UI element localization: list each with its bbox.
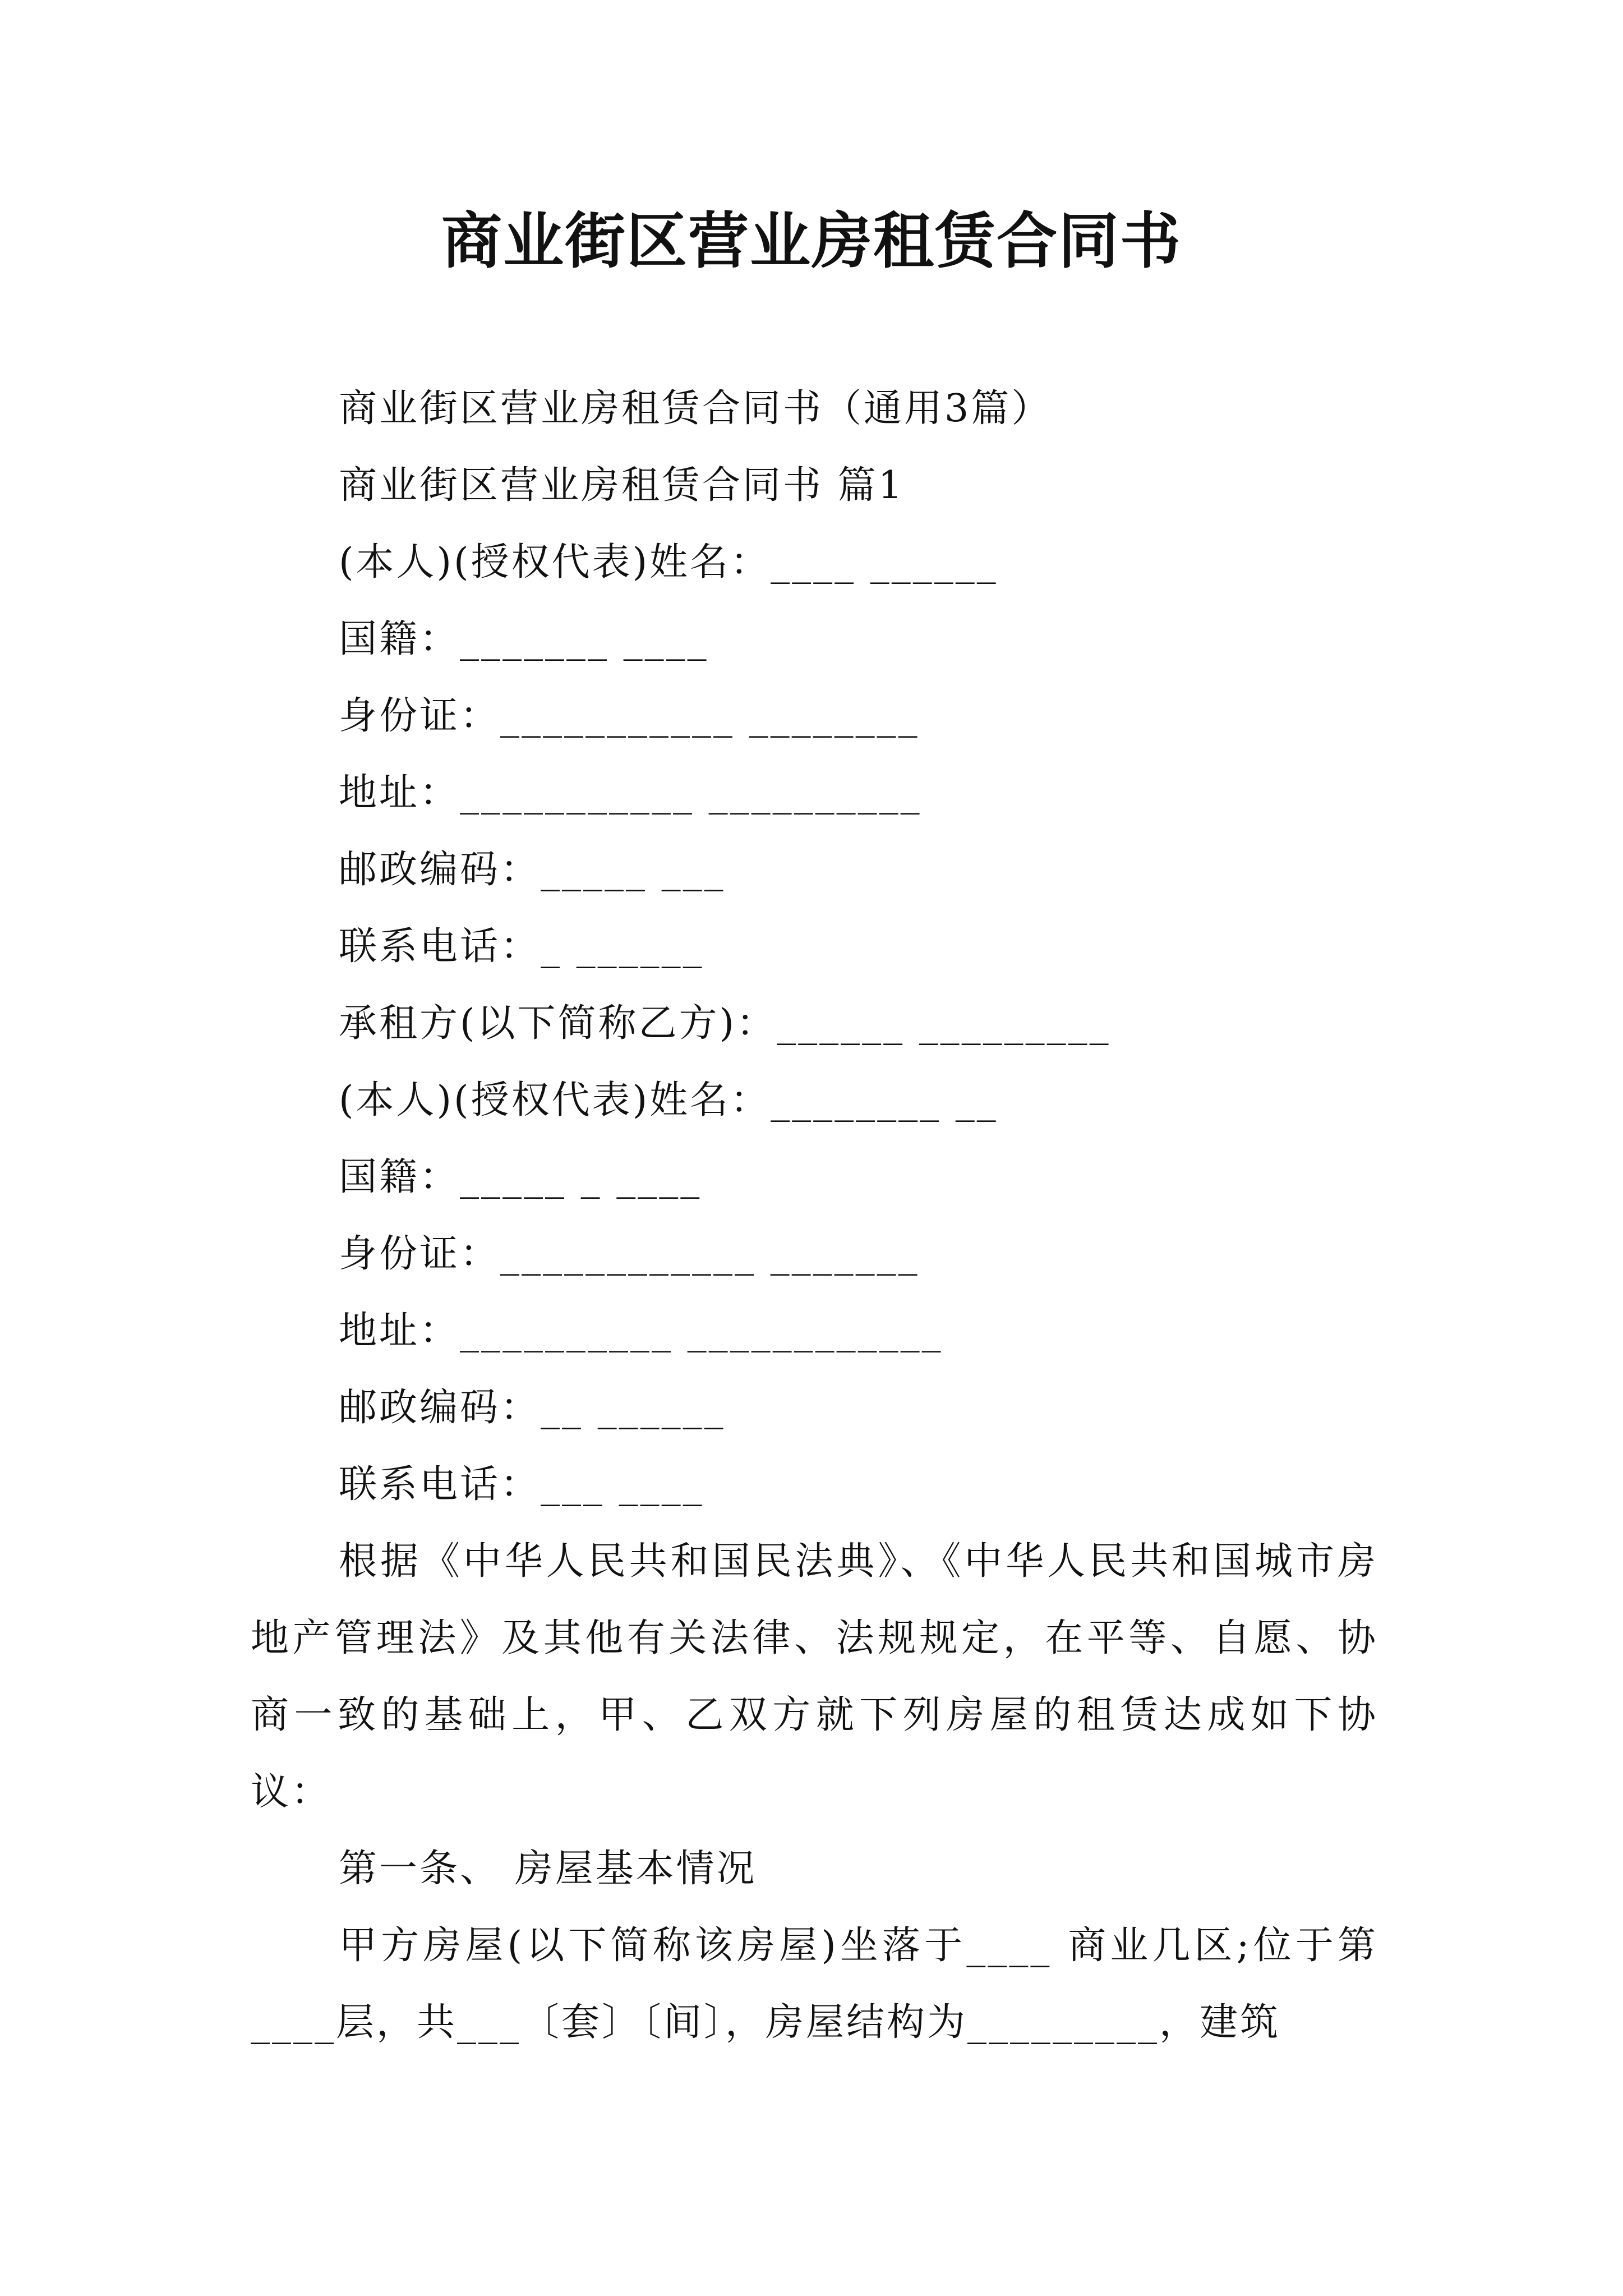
preamble-paragraph: 根据《中华人民共和国民法典》、《中华人民共和国城市房地产管理法》及其他有关法律、法规规定，在平等、自愿、协商一致的基础上，甲、乙双方就下列房屋的租赁达成如下协议： [251, 1539, 1378, 1814]
field-label: (本人)(授权代表)姓名： [339, 540, 771, 585]
fill-in-blank: ______ _________ [777, 1001, 1111, 1046]
field-label: 邮政编码： [339, 1386, 541, 1430]
fill-in-blank: ___________ __________ [460, 771, 922, 815]
field-label: 国籍： [339, 617, 460, 661]
fill-in-blank: ___ ____ [541, 1462, 704, 1507]
fill-in-blank: _____ _ ____ [460, 1155, 702, 1199]
document-subtitle: 商业街区营业房租赁合同书（通用3篇） [339, 386, 1052, 431]
form-field-tenant-id [251, 1216, 1378, 1292]
field-label: 地址： [339, 1309, 460, 1353]
form-field-landlord-nationality [251, 601, 1378, 678]
fill-in-blank: ____ ______ [771, 540, 998, 585]
field-label: 身份证： [339, 694, 501, 738]
tenant-heading [251, 985, 1378, 1062]
form-field-landlord-name [251, 524, 1378, 601]
form-field-tenant-address [251, 1292, 1378, 1369]
form-field-landlord-phone [251, 908, 1378, 985]
field-label: 邮政编码： [339, 848, 541, 892]
form-field-landlord-postcode [251, 831, 1378, 908]
fill-in-blank: ___________ ________ [500, 694, 920, 738]
document-title: 商业街区营业房租赁合同书 [441, 206, 1182, 277]
fill-in-blank: __________ ____________ [460, 1309, 943, 1353]
form-field-tenant-phone [251, 1446, 1378, 1523]
document-body [251, 370, 1378, 2061]
field-label: 联系电话： [339, 924, 541, 969]
field-label: 联系电话： [339, 1462, 541, 1507]
fill-in-blank: _______ ____ [460, 617, 709, 661]
form-field-tenant-nationality [251, 1139, 1378, 1216]
fill-in-blank: ____________ _______ [500, 1232, 920, 1276]
field-label: 身份证： [339, 1232, 501, 1276]
form-field-landlord-id [251, 678, 1378, 754]
article-paragraph: 甲方房屋(以下简称该房屋)坐落于____ 商业几区;位于第____层，共___〔套〕〔间〕，房屋结构为_________，建筑 [251, 1924, 1378, 2045]
fill-in-blank: __ ______ [541, 1386, 726, 1430]
field-label: 承租方(以下简称乙方)： [339, 1001, 777, 1046]
fill-in-blank: _____ ___ [541, 848, 726, 892]
form-field-landlord-address [251, 754, 1378, 831]
field-label: (本人)(授权代表)姓名： [339, 1078, 771, 1122]
form-field-tenant-postcode [251, 1369, 1378, 1446]
fill-in-blank: ________ __ [771, 1078, 998, 1122]
field-label: 国籍： [339, 1155, 460, 1199]
section-heading: 商业街区营业房租赁合同书 篇1 [339, 463, 905, 508]
form-field-tenant-name [251, 1062, 1378, 1139]
field-label: 地址： [339, 771, 460, 815]
article-heading: 第一条、 房屋基本情况 [339, 1847, 757, 1891]
fill-in-blank: _ ______ [541, 924, 704, 969]
